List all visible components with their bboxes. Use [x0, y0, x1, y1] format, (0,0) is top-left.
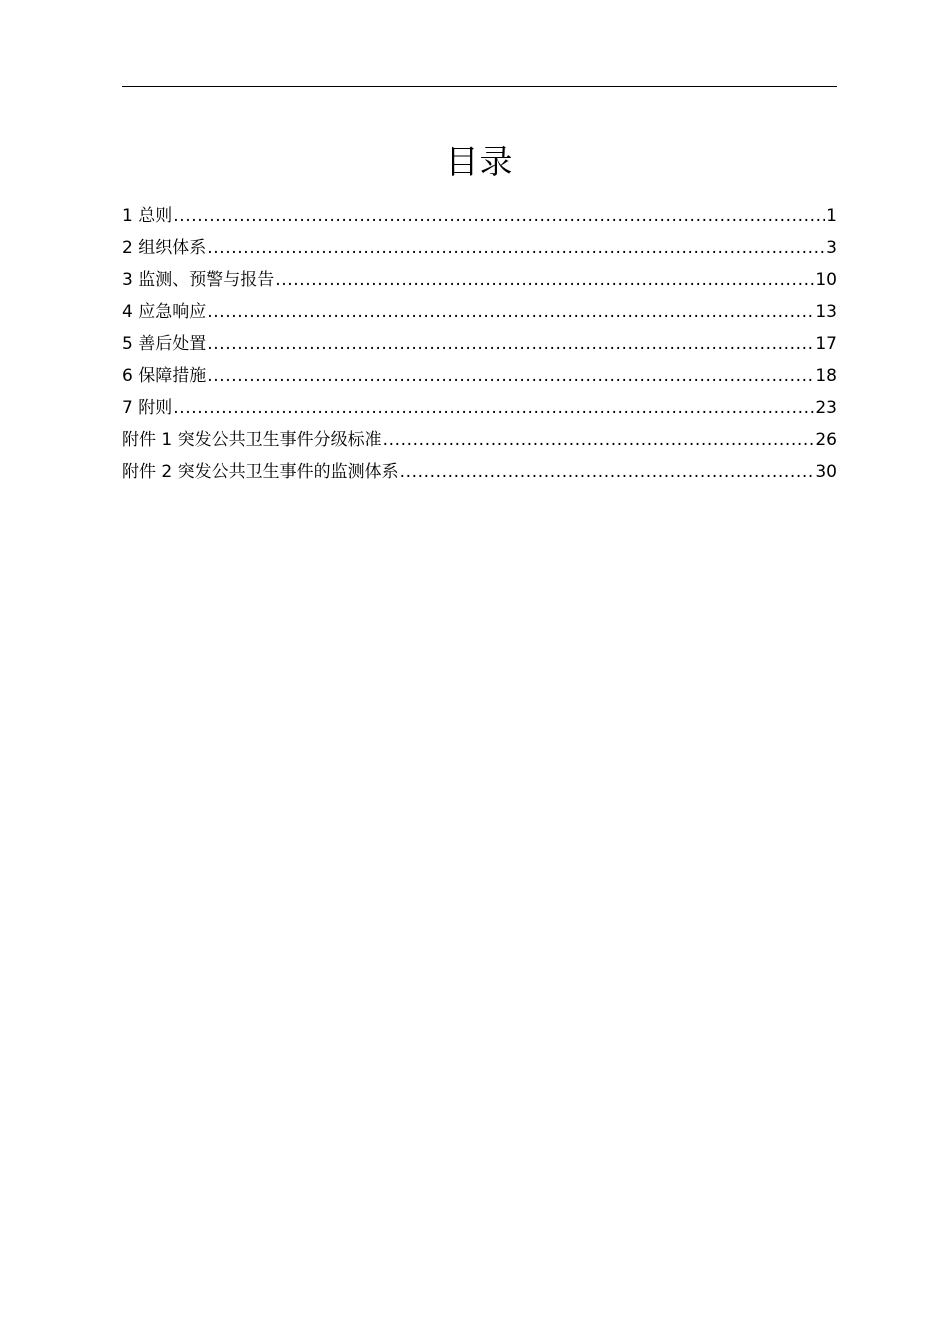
toc-entry-label: 3 监测、预警与报告	[122, 270, 275, 290]
toc-page-number: 26	[815, 430, 837, 450]
toc-entry-label: 4 应急响应	[122, 302, 207, 322]
toc-dot-leader	[400, 456, 815, 488]
toc-entry-label: 6 保障措施	[122, 366, 207, 386]
toc-page-number: 1	[826, 206, 837, 226]
toc-page-number: 10	[815, 270, 837, 290]
toc-entry-appendix-1[interactable]	[122, 424, 837, 456]
header-rule	[122, 86, 837, 87]
toc-entry-label: 7 附则	[122, 398, 173, 418]
toc-page-number: 17	[815, 334, 837, 354]
toc-dot-leader	[173, 200, 825, 232]
toc-entry-monitoring[interactable]	[122, 264, 837, 296]
toc-entry-response[interactable]	[122, 296, 837, 328]
toc-dot-leader	[207, 232, 825, 264]
toc-page-number: 13	[815, 302, 837, 322]
toc-entry-label: 附件 2 突发公共卫生事件的监测体系	[122, 462, 399, 482]
toc-entry-appendix-2[interactable]	[122, 456, 837, 488]
toc-page-number: 30	[815, 462, 837, 482]
table-of-contents	[122, 200, 837, 488]
toc-page-number: 23	[815, 398, 837, 418]
toc-dot-leader	[275, 264, 814, 296]
toc-entry-organization[interactable]	[122, 232, 837, 264]
toc-dot-leader	[207, 328, 814, 360]
toc-entry-label: 附件 1 突发公共卫生事件分级标准	[122, 430, 382, 450]
toc-entry-safeguards[interactable]	[122, 360, 837, 392]
toc-dot-leader	[207, 360, 814, 392]
page-title: 目录	[445, 142, 514, 181]
toc-entry-label: 1 总则	[122, 206, 173, 226]
toc-entry-general[interactable]	[122, 200, 837, 232]
toc-page-number: 18	[815, 366, 837, 386]
toc-dot-leader	[173, 392, 814, 424]
toc-entry-label: 2 组织体系	[122, 238, 207, 258]
toc-page-number: 3	[826, 238, 837, 258]
toc-entry-aftermath[interactable]	[122, 328, 837, 360]
toc-entry-supplementary[interactable]	[122, 392, 837, 424]
toc-entry-label: 5 善后处置	[122, 334, 207, 354]
toc-dot-leader	[207, 296, 814, 328]
toc-dot-leader	[383, 424, 815, 456]
